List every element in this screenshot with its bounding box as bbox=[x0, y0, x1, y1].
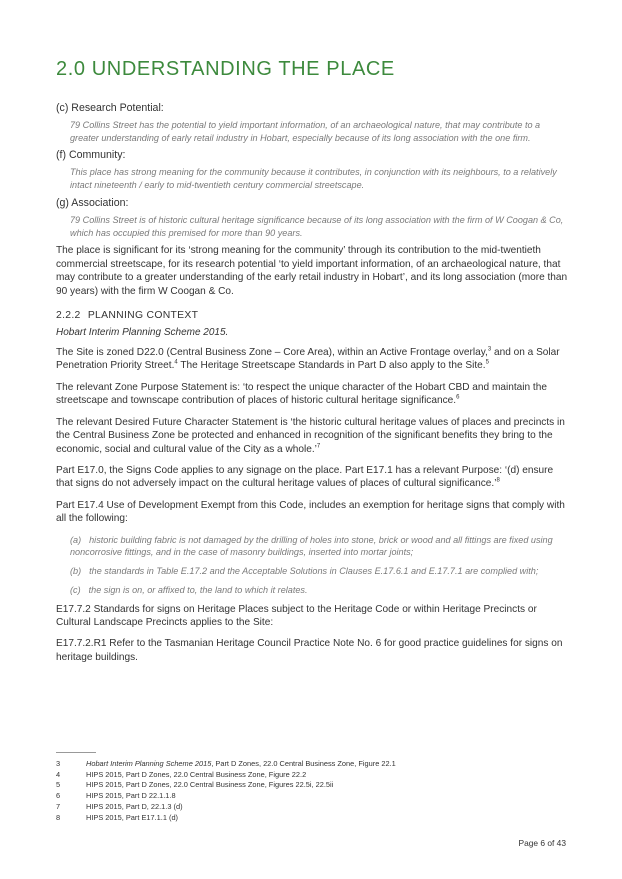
footnote-ref[interactable]: 6 bbox=[456, 394, 460, 401]
page-title: 2.0 UNDERSTANDING THE PLACE bbox=[56, 58, 395, 80]
practice-note-paragraph: E17.7.2.R1 Refer to the Tasmanian Heritage Council Practice Note No. 6 for good practice guidelines for signs on heritage buildings. bbox=[56, 638, 563, 663]
zone-purpose-paragraph: The relevant Zone Purpose Statement is: ‘to respect the unique character of the Hobart CBD and maintain the streetscape and townscape contribution of places of historic cultural heritage significance.$^6$ bbox=[56, 381, 547, 407]
list-item-text: historic building fabric is not damaged by the drilling of holes into stone, brick or wood and all fittings are fixed using noncorrosive fittings, and in the case of masonry buildings, inserted into mortar joints; bbox=[70, 534, 553, 558]
footnote-text: HIPS 2015, Part D, 22.1.3 (d) bbox=[86, 801, 183, 811]
footnote bbox=[56, 813, 556, 824]
footnotes bbox=[56, 759, 556, 823]
list-item bbox=[70, 565, 568, 578]
footnote-text: HIPS 2015, Part E17.1.1 (d) bbox=[86, 812, 179, 822]
footnote bbox=[56, 759, 556, 770]
footnote-ref[interactable]: 7 bbox=[316, 443, 321, 450]
signs-code-paragraph: Part E17.0, the Signs Code applies to any signage on the place. Part E17.1 has a relevant Purpose: ‘(d) ensure that signs do not adversely impact on the cultural heritage values of places of cultural significance.’$^8$ bbox=[56, 464, 554, 490]
page-number: Page 6 of 43 bbox=[518, 838, 566, 848]
criterion-label: (f) Community: bbox=[56, 149, 126, 162]
footnote-ref[interactable]: 4 bbox=[174, 360, 178, 367]
planning-scheme-source: Hobart Interim Planning Scheme 2015. bbox=[56, 327, 229, 338]
list-item bbox=[70, 534, 568, 559]
list-marker: (b) bbox=[70, 566, 82, 577]
footnote-number: 3 bbox=[56, 759, 61, 768]
criterion-quote: 79 Collins Street is of historic cultural heritage significance because of its long association with the firm of W Coogan & Co, which has occupied this premised for more than 90 years. bbox=[70, 214, 564, 238]
desired-character-paragraph: The relevant Desired Future Character Statement is ‘the historic cultural heritage values of places and precincts in the Central Business Zone be protected and enhanced in recognition of the significant benefits they bring to the economic, social and cultural value of the City as a whole.’$^7$ bbox=[56, 416, 565, 455]
footnote bbox=[56, 780, 556, 791]
exemption-paragraph: Part E17.4 Use of Development Exempt from this Code, includes an exemption for heritage signs that comply with all the following: bbox=[56, 499, 565, 525]
footnote-ref[interactable]: 3 bbox=[487, 346, 492, 353]
criterion-quote: This place has strong meaning for the community because it contributes, in conjunction with its neighbours, to a relatively intact nineteenth / early to mid-twentieth century commercial streetscape. bbox=[70, 167, 557, 191]
criterion-label: (c) Research Potential: bbox=[56, 102, 164, 114]
list-item-text: the sign is on, or affixed to, the land to which it relates. bbox=[88, 584, 308, 595]
section-heading bbox=[56, 310, 568, 321]
footnote-divider bbox=[56, 752, 96, 753]
criterion-label: (g) Association: bbox=[56, 196, 129, 209]
footnote bbox=[56, 791, 556, 802]
list-item-text: the standards in Table E.17.2 and the Acceptable Solutions in Clauses E.17.6.1 and E.17.7.1 are complied with; bbox=[89, 566, 539, 577]
footnote-text: HIPS 2015, Part D Zones, 22.0 Central Business Zone, Figure 22.2 bbox=[86, 769, 307, 779]
footnote-number: 7 bbox=[56, 801, 61, 811]
list-item bbox=[70, 584, 568, 597]
criterion-quote: 79 Collins Street has the potential to yield important information, of an archaeological nature, that may contribute to a greater understanding of early retail industry in Hobart, especially because of its long association with the one firm. bbox=[70, 120, 541, 143]
footnote-number: 6 bbox=[56, 791, 61, 801]
footnote-italic: Hobart Interim Planning Scheme 2015 bbox=[86, 759, 212, 768]
list-marker: (c) bbox=[70, 584, 81, 595]
document-body bbox=[56, 102, 568, 672]
zoning-paragraph: The Site is zoned D22.0 (Central Business Zone – Core Area), within an Active Frontage overlay,$^3$ and on a Solar Penetration Priority Street.$^4$ The Heritage Streetscape Standards in Part D also apply to the Site.$^5$ bbox=[56, 346, 560, 372]
footnote-text: , Part D Zones, 22.0 Central Business Zone, Figure 22.1 bbox=[211, 759, 396, 768]
footnote-number: 5 bbox=[56, 780, 61, 790]
standards-paragraph: E17.7.2 Standards for signs on Heritage Places subject to the Heritage Code or within Heritage Precincts or Cultural Landscape Precincts applies to the Site: bbox=[56, 603, 537, 628]
footnote-text: HIPS 2015, Part D 22.1.1.8 bbox=[86, 791, 176, 801]
footnote bbox=[56, 802, 556, 813]
footnote-ref[interactable]: 8 bbox=[496, 478, 500, 485]
list-marker: (a) bbox=[70, 534, 82, 545]
footnote-text: HIPS 2015, Part D Zones, 22.0 Central Business Zone, Figures 22.5i, 22.5ii bbox=[86, 780, 334, 790]
footnote-ref[interactable]: 5 bbox=[485, 360, 489, 367]
footnote bbox=[56, 770, 556, 781]
section-number: 2.2.2 bbox=[56, 310, 81, 321]
footnote-number: 8 bbox=[56, 812, 61, 822]
section-heading-text: PLANNING CONTEXT bbox=[87, 310, 199, 321]
significance-summary: The place is significant for its ‘strong meaning for the community’ through its contribution to the mid-twentieth commercial streetscape, for its research potential ‘to yield important information, of an archaeological nature, that may contribute to a greater understanding of the early retail industry in Hobart’, and its long association (more than 90 years) with the firm W Coogan & Co. bbox=[56, 245, 568, 297]
footnote-number: 4 bbox=[56, 769, 61, 779]
